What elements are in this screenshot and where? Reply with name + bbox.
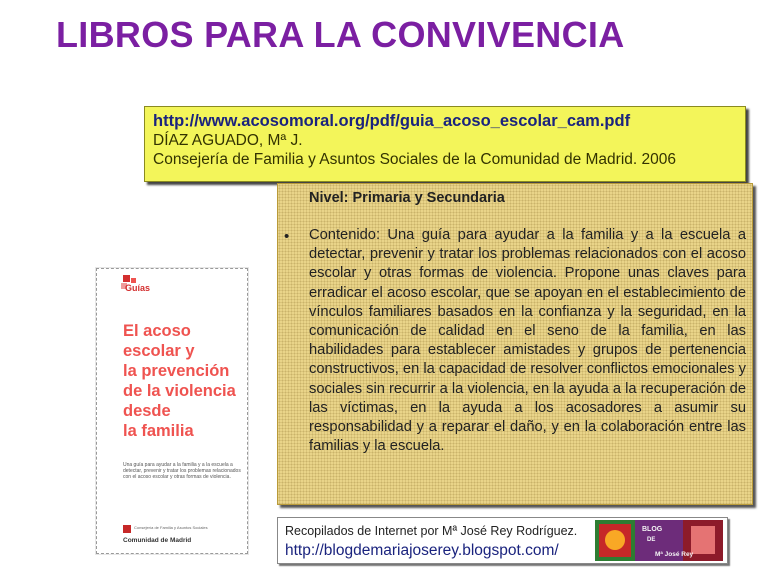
- reference-url[interactable]: http://www.acosomoral.org/pdf/guia_acoso_escolar_cam.pdf: [153, 112, 631, 130]
- reference-author: DÍAZ AGUADO, Mª J.: [153, 132, 303, 149]
- cover-series-label: Guías: [125, 283, 151, 293]
- blog-link[interactable]: http://blogdemariajoserey.blogspot.com/: [285, 542, 559, 559]
- cover-title: El acoso escolar y la prevención de la violencia desde la familia: [123, 322, 236, 440]
- level-heading: Nivel: Primaria y Secundaria: [309, 190, 505, 206]
- cover-publisher-mark-icon: [123, 525, 131, 533]
- slide-title: LIBROS PARA LA CONVIVENCIA: [56, 14, 625, 55]
- cover-footer: Comunidad de Madrid: [123, 537, 192, 544]
- reference-publisher: Consejería de Familia y Asuntos Sociales de la Comunidad de Madrid. 2006: [153, 151, 676, 168]
- reference-box: [144, 106, 746, 182]
- cover-subtitle: Una guía para ayudar a la familia y a la escuela a detectar, prevenir y tratar los problemas relacionados con el acoso escolar y otras formas de violencia.: [123, 462, 241, 480]
- bullet-icon: •: [284, 228, 290, 245]
- book-cover-image: [96, 268, 248, 554]
- blog-banner-sub: DE: [647, 537, 656, 543]
- blog-banner-image: [595, 520, 723, 561]
- blog-banner-name: Mª José Rey: [655, 551, 694, 558]
- blog-banner-title: BLOG: [642, 526, 663, 533]
- credit-label: Recopilados de Internet por Mª José Rey Rodríguez.: [285, 524, 578, 538]
- credit-box: [277, 517, 728, 564]
- content-box: [277, 183, 753, 505]
- cover-footer-small: Consejería de Familia y Asuntos Sociales: [134, 525, 208, 530]
- content-description: Contenido: Una guía para ayudar a la familia y a la escuela a detectar, prevenir y tratar los problemas relacionados con el acoso escolar y otras formas de violencia. Propone unas claves para erradicar el acoso escolar, que se apoyan en el establecimiento de vínculos familiares basados en la confianza y la seguridad, en la comunicación de calidad en el seno de la familia, en las habilidades para establecer amistades y grupos de pertenencia constructivos, en la capacidad de resolver conflictos emocionales y sociales sin recurrir a la violencia, en la ayuda a la recuperación de las víctimas, en la ayuda a los acosadores a asumir su responsabilidad y a reparar el daño, y en la colaboración entre las familias y la escuela.: [309, 227, 746, 455]
